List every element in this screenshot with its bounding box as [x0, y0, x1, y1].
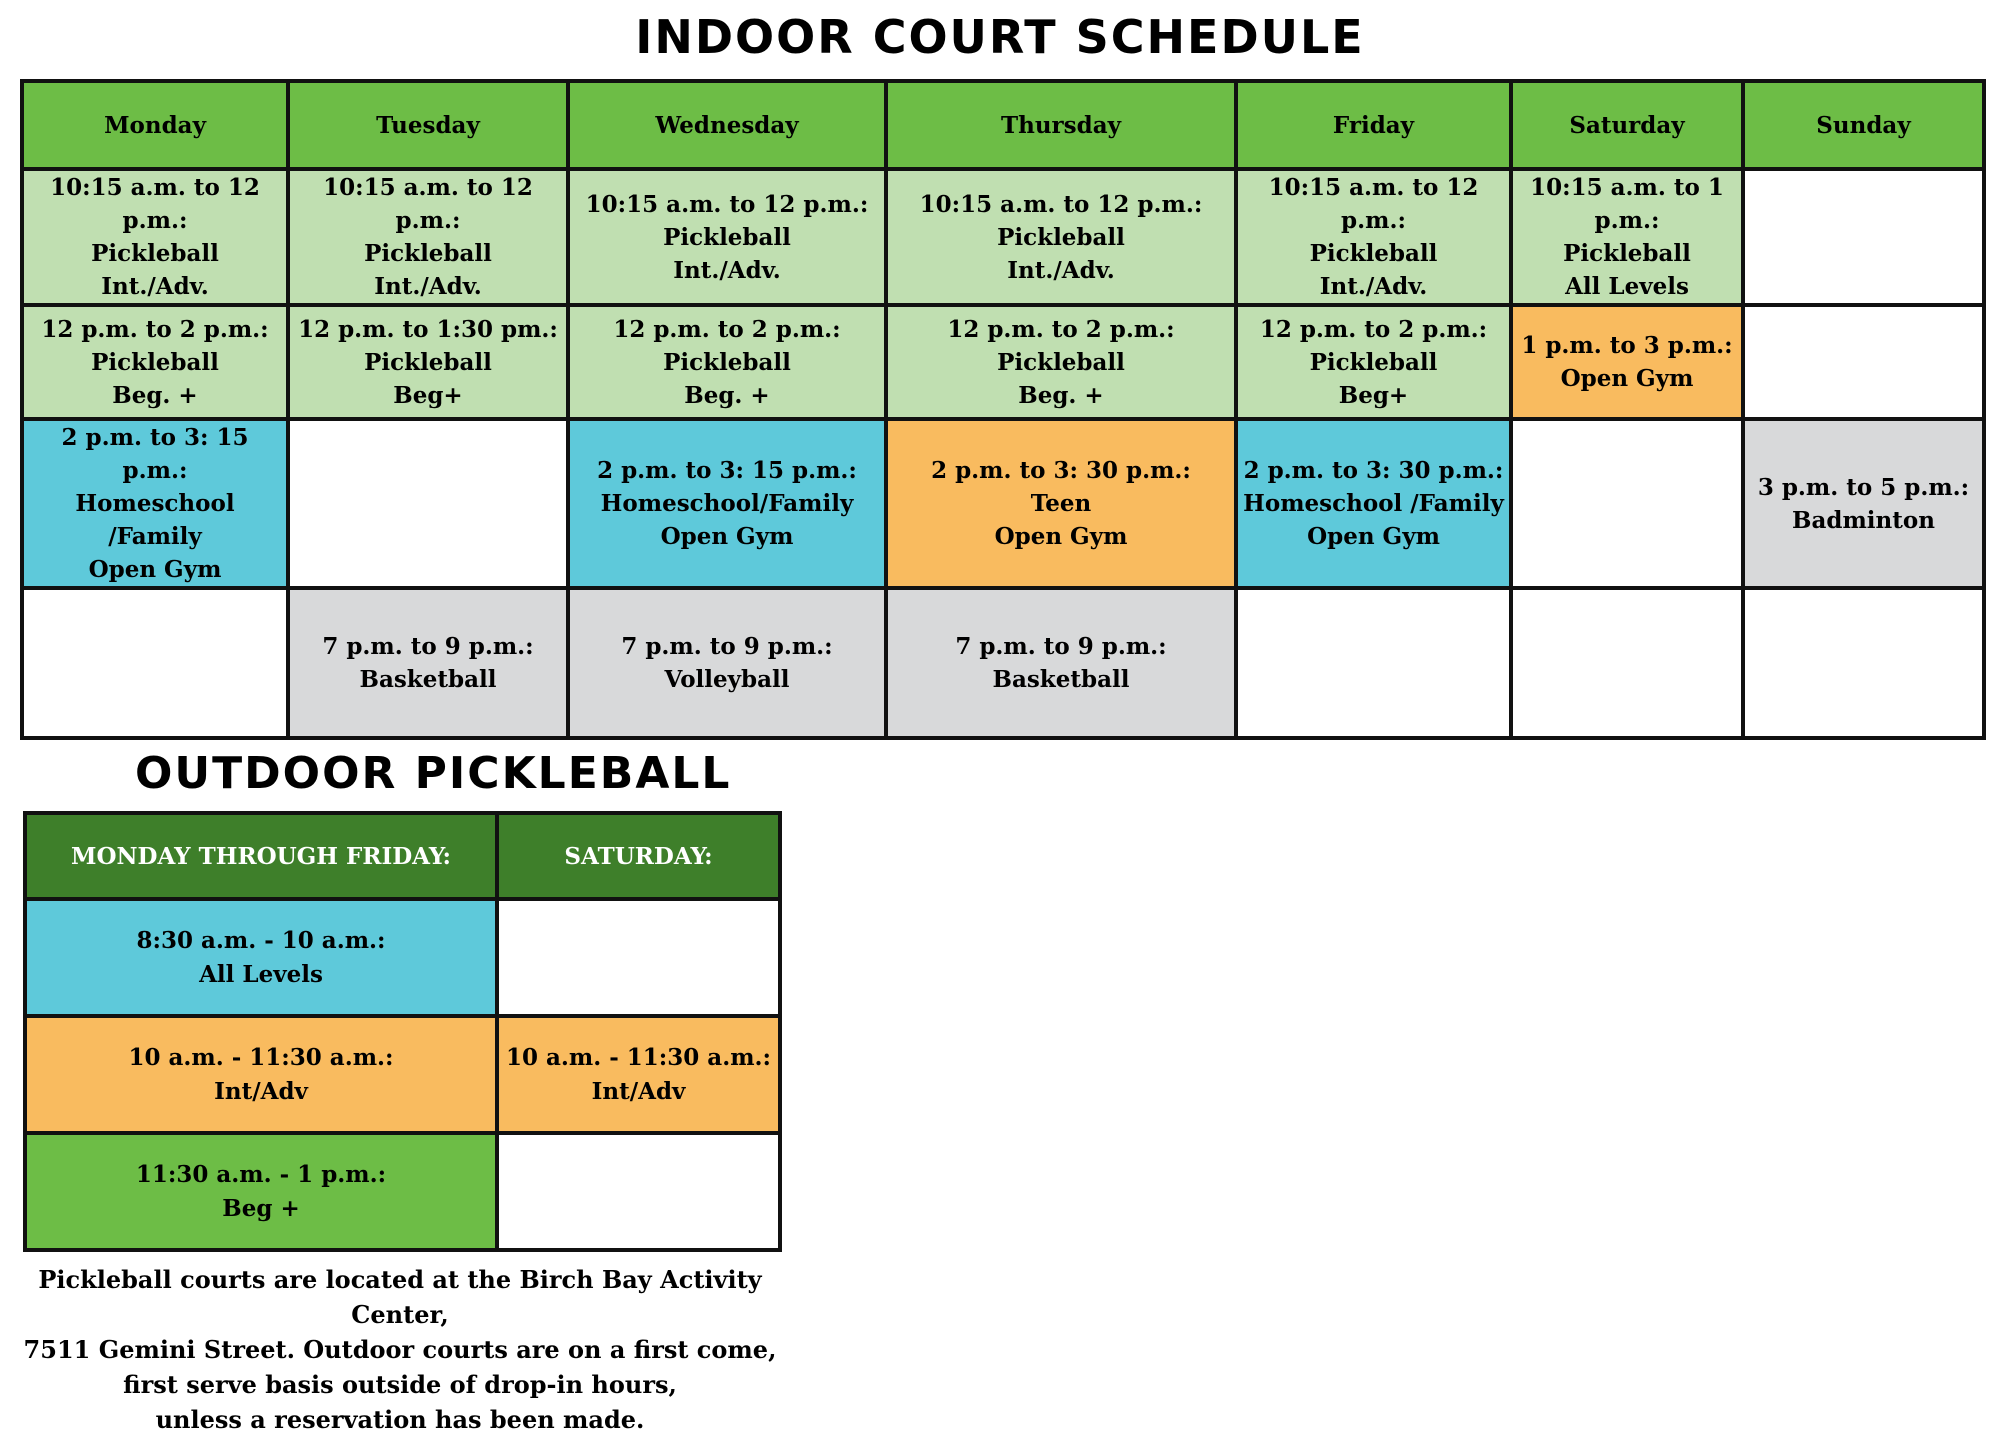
indoor-session-cell: 1 p.m. to 3 p.m.: Open Gym: [1511, 305, 1743, 419]
indoor-session-cell: 10:15 a.m. to 12 p.m.: Pickleball Int./Adv.: [1236, 169, 1511, 305]
indoor-row: [22, 419, 1984, 588]
indoor-row: [22, 305, 1984, 419]
indoor-empty-cell: [1743, 588, 1984, 738]
outdoor-header-row: [25, 813, 780, 899]
indoor-session-cell: 12 p.m. to 2 p.m.: Pickleball Beg+: [1236, 305, 1511, 419]
indoor-empty-cell: [1511, 588, 1743, 738]
indoor-session-cell: 10:15 a.m. to 1 p.m.: Pickleball All Levels: [1511, 169, 1743, 305]
indoor-session-cell: 12 p.m. to 2 p.m.: Pickleball Beg. +: [22, 305, 288, 419]
indoor-session-cell: 10:15 a.m. to 12 p.m.: Pickleball Int./Adv.: [22, 169, 288, 305]
indoor-session-cell: 7 p.m. to 9 p.m.: Basketball: [288, 588, 568, 738]
outdoor-row: [25, 1016, 780, 1133]
indoor-empty-cell: [1743, 305, 1984, 419]
indoor-schedule-title: INDOOR COURT SCHEDULE: [635, 10, 1365, 64]
day-header-wednesday: Wednesday: [568, 81, 886, 169]
indoor-session-cell: 10:15 a.m. to 12 p.m.: Pickleball Int./Adv.: [288, 169, 568, 305]
indoor-session-cell: 12 p.m. to 2 p.m.: Pickleball Beg. +: [886, 305, 1236, 419]
indoor-session-cell: 10:15 a.m. to 12 p.m.: Pickleball Int./Adv.: [568, 169, 886, 305]
outdoor-row: [25, 1133, 780, 1250]
outdoor-header-weekdays: MONDAY THROUGH FRIDAY:: [25, 813, 497, 899]
outdoor-pickleball-title: OUTDOOR PICKLEBALL: [135, 748, 732, 799]
indoor-empty-cell: [288, 419, 568, 588]
indoor-row: [22, 169, 1984, 305]
outdoor-empty-cell: [497, 899, 780, 1016]
day-header-tuesday: Tuesday: [288, 81, 568, 169]
outdoor-session-cell: 8:30 a.m. - 10 a.m.: All Levels: [25, 899, 497, 1016]
indoor-session-cell: 2 p.m. to 3: 15 p.m.: Homeschool /Family Open Gym: [22, 419, 288, 588]
indoor-session-cell: 2 p.m. to 3: 30 p.m.: Teen Open Gym: [886, 419, 1236, 588]
indoor-empty-cell: [22, 588, 288, 738]
day-header-thursday: Thursday: [886, 81, 1236, 169]
day-header-monday: Monday: [22, 81, 288, 169]
day-header-friday: Friday: [1236, 81, 1511, 169]
indoor-session-cell: 10:15 a.m. to 12 p.m.: Pickleball Int./Adv.: [886, 169, 1236, 305]
indoor-row: [22, 588, 1984, 738]
indoor-empty-cell: [1511, 419, 1743, 588]
indoor-session-cell: 2 p.m. to 3: 30 p.m.: Homeschool /Family Open Gym: [1236, 419, 1511, 588]
indoor-session-cell: 7 p.m. to 9 p.m.: Volleyball: [568, 588, 886, 738]
indoor-empty-cell: [1236, 588, 1511, 738]
outdoor-pickleball-table: [23, 811, 782, 1252]
indoor-session-cell: 2 p.m. to 3: 15 p.m.: Homeschool/Family Open Gym: [568, 419, 886, 588]
indoor-schedule-table: [20, 79, 1986, 740]
indoor-session-cell: 12 p.m. to 2 p.m.: Pickleball Beg. +: [568, 305, 886, 419]
outdoor-session-cell: 11:30 a.m. - 1 p.m.: Beg +: [25, 1133, 497, 1250]
outdoor-row: [25, 899, 780, 1016]
indoor-session-cell: 12 p.m. to 1:30 pm.: Pickleball Beg+: [288, 305, 568, 419]
indoor-empty-cell: [1743, 169, 1984, 305]
day-header-sunday: Sunday: [1743, 81, 1984, 169]
day-header-saturday: Saturday: [1511, 81, 1743, 169]
indoor-header-row: [22, 81, 1984, 169]
outdoor-session-cell: 10 a.m. - 11:30 a.m.: Int/Adv: [497, 1016, 780, 1133]
indoor-session-cell: 7 p.m. to 9 p.m.: Basketball: [886, 588, 1236, 738]
outdoor-header-saturday: SATURDAY:: [497, 813, 780, 899]
outdoor-session-cell: 10 a.m. - 11:30 a.m.: Int/Adv: [25, 1016, 497, 1133]
indoor-session-cell: 3 p.m. to 5 p.m.: Badminton: [1743, 419, 1984, 588]
outdoor-empty-cell: [497, 1133, 780, 1250]
location-note: Pickleball courts are located at the Birch Bay Activity Center, 7511 Gemini Street. Outdoor courts are on a first come, first serve basis outside of drop-in hours, unless a reservation has been made.: [23, 1265, 777, 1434]
